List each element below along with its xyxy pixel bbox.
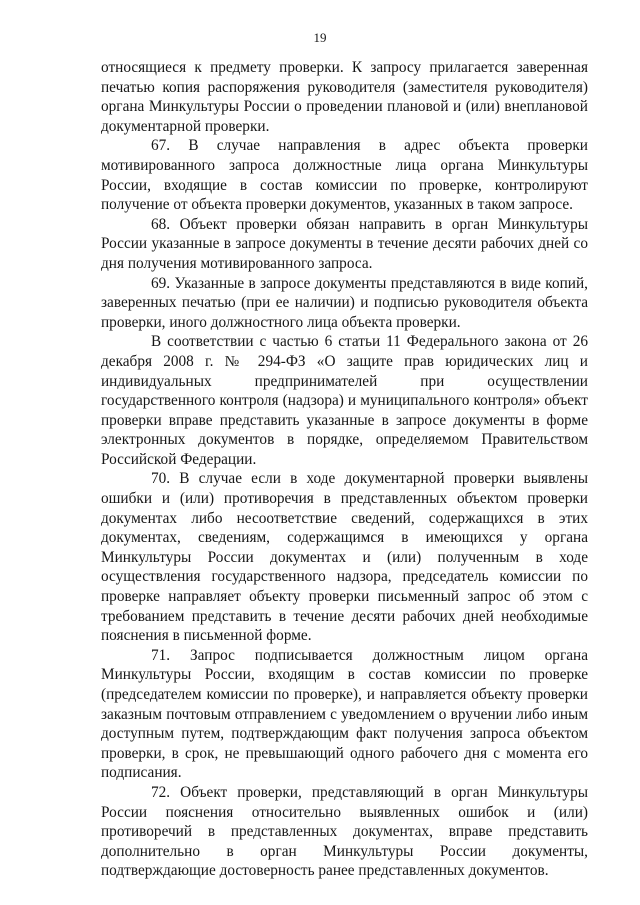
paragraph-71: 71. Запрос подписывается должностным лицом органа Минкультуры России, входящим в состав комиссии по проверке (председателем комиссии по проверке), и направляется объекту проверки заказным почтовым отправлением с уведомлением о вручении либо иным доступным путем, подтверждающим факт получения запроса объектом проверки, в срок, не превышающий одного рабочего дня с момента его подписания. — [101, 646, 588, 782]
paragraph-69-electronic-documents: В соответствии с частью 6 статьи 11 Федерального закона от 26 декабря 2008 г. № 294-ФЗ «О защите прав юридических лиц и индивидуальных предпринимателей при осуществлении государственного контроля (надзора) и муниципального контроля» объект проверки вправе представить указанные в запросе документы в форме электронных документов в порядке, определяемом Правительством Российской Федерации. — [101, 333, 588, 468]
paragraph-68: 68. Объект проверки обязан направить в орган Минкультуры России указанные в запросе документы в течение десяти рабочих дней со дня получения мотивированного запроса. — [101, 215, 588, 272]
paragraph-72: 72. Объект проверки, представляющий в орган Минкультуры России пояснения относительно выявленных ошибок и (или) противоречий в представленных документах, вправе представить дополнительно в орган Минкультуры России документы, подтверждающие достоверность ранее представленных документов. — [101, 783, 588, 880]
paragraph-70: 70. В случае если в ходе документарной проверки выявлены ошибки и (или) противоречия в представленных объектом проверки документах либо несоответствие сведений, содержащихся в этих документах, сведениям, содержащимся в имеющихся у органа Минкультуры России документах и (или) полученным в ходе осуществления государственного надзора, председатель комиссии по проверке направляет объекту проверки письменный запрос об этом с требованием представить в течение десяти рабочих дней необходимые пояснения в письменной форме. — [101, 470, 588, 645]
page-number: 19 — [313, 30, 327, 45]
document-body — [101, 58, 588, 881]
paragraph-69: 69. Указанные в запросе документы представляются в виде копий, заверенных печатью (при ее наличии) и подписью руководителя объекта проверки, иного должностного лица объекта проверки. — [101, 274, 588, 331]
paragraph-continuation: относящиеся к предмету проверки. К запросу прилагается заверенная печатью копия распоряжения руководителя (заместителя руководителя) органа Минкультуры России о проведении плановой и (или) внеплановой документарной проверки. — [101, 59, 588, 135]
paragraph-67: 67. В случае направления в адрес объекта проверки мотивированного запроса должностные лица органа Минкультуры России, входящие в состав комиссии по проверке, контролируют получение от объекта проверки документов, указанных в таком запросе. — [101, 137, 588, 214]
